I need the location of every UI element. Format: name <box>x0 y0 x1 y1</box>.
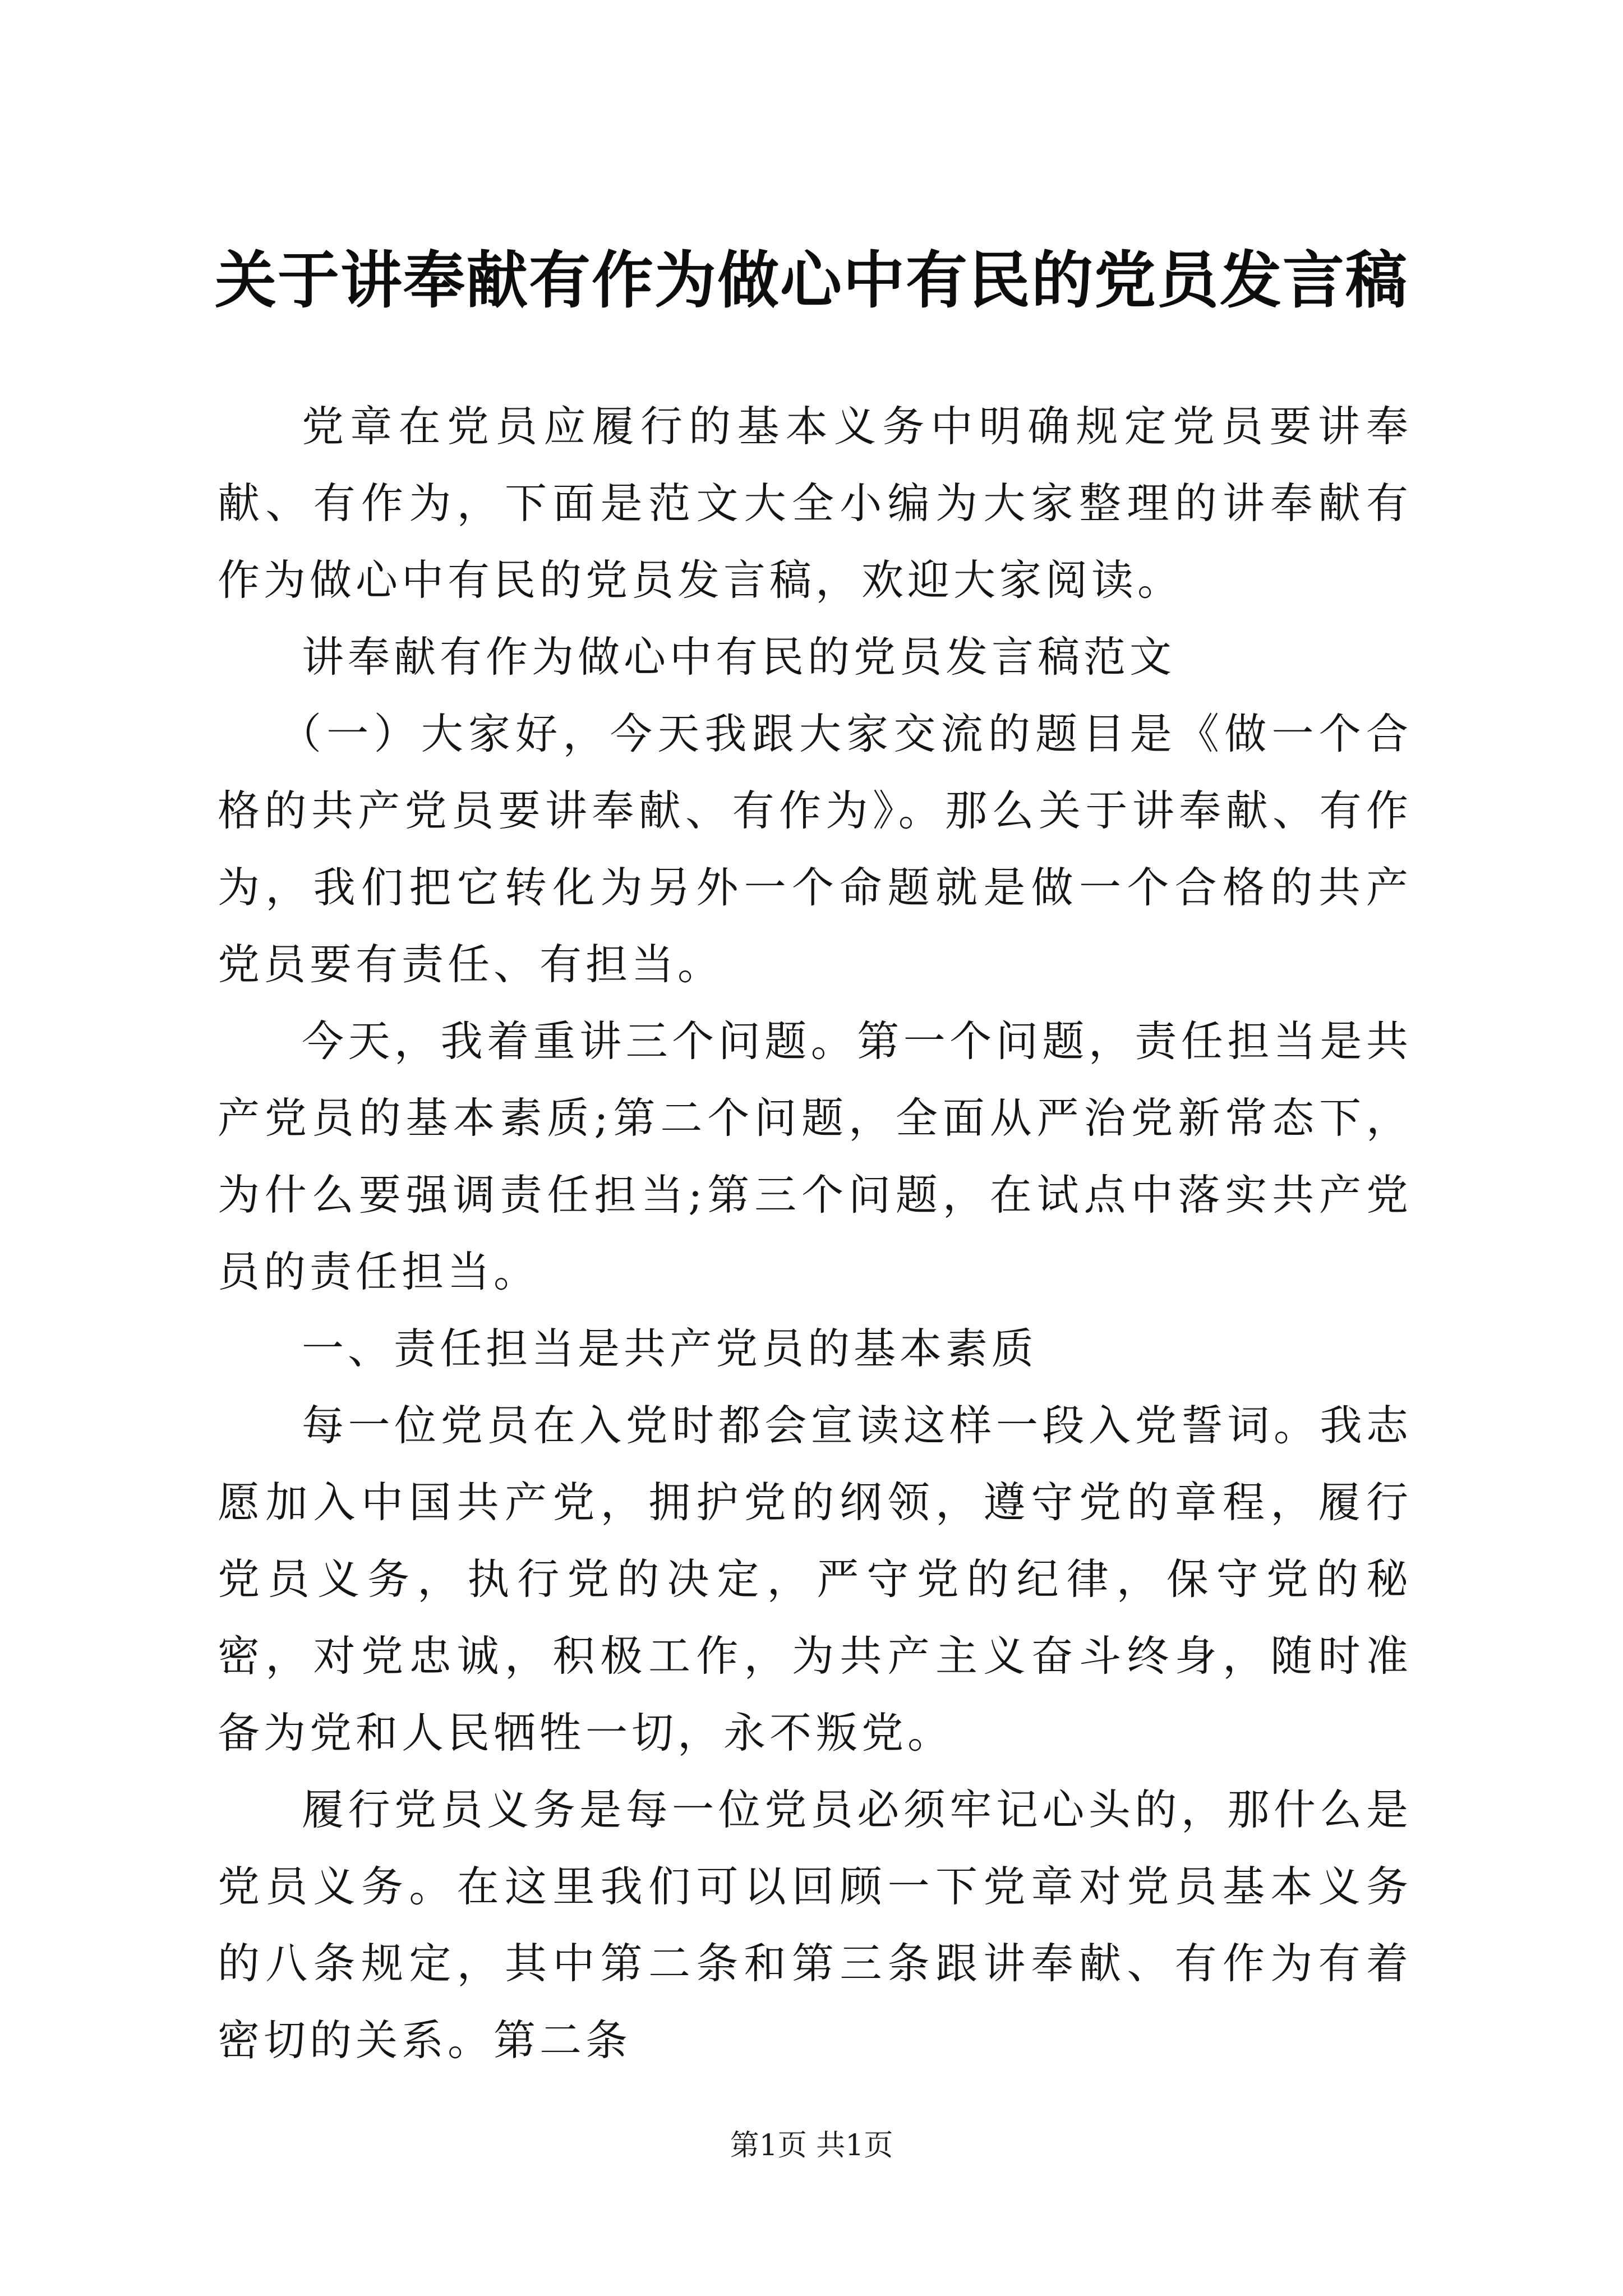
page-footer: 第1页 共1页 <box>730 2129 893 2162</box>
paragraph-three-questions: 今天，我着重讲三个问题。第一个问题，责任担当是共产党员的基本素质;第二个问题，全面从严治党新常态下，为什么要强调责任担当;第三个问题，在试点中落实共产党员的责任担当。 <box>218 1016 1412 1296</box>
paragraph-intro: 党章在党员应履行的基本义务中明确规定党员要讲奉献、有作为，下面是范文大全小编为大家整理的讲奉献有作为做心中有民的党员发言稿，欢迎大家阅读。 <box>218 402 1412 605</box>
document-body <box>218 388 1412 2079</box>
paragraph-heading-one: 一、责任担当是共产党员的基本素质 <box>302 1324 1038 1373</box>
paragraph-oath: 每一位党员在入党时都会宣读这样一段入党誓词。我志愿加入中国共产党，拥护党的纲领，遵守党的章程，履行党员义务，执行党的决定，严守党的纪律，保守党的秘密，对党忠诚，积极工作，为共产主义奋斗终身，随时准备为党和人民牺牲一切，永不叛党。 <box>218 1401 1412 1757</box>
paragraph-section-one-intro: （一）大家好，今天我跟大家交流的题目是《做一个合格的共产党员要讲奉献、有作为》。那么关于讲奉献、有作为，我们把它转化为另外一个命题就是做一个合格的共产党员要有责任、有担当。 <box>218 709 1412 989</box>
paragraph-duties: 履行党员义务是每一位党员必须牢记心头的，那什么是党员义务。在这里我们可以回顾一下党章对党员基本义务的八条规定，其中第二条和第三条跟讲奉献、有作为有着密切的关系。第二条 <box>218 1785 1412 2065</box>
paragraph-subtitle: 讲奉献有作为做心中有民的党员发言稿范文 <box>302 632 1176 682</box>
document-title: 关于讲奉献有作为做心中有民的党员发言稿 <box>215 244 1408 316</box>
